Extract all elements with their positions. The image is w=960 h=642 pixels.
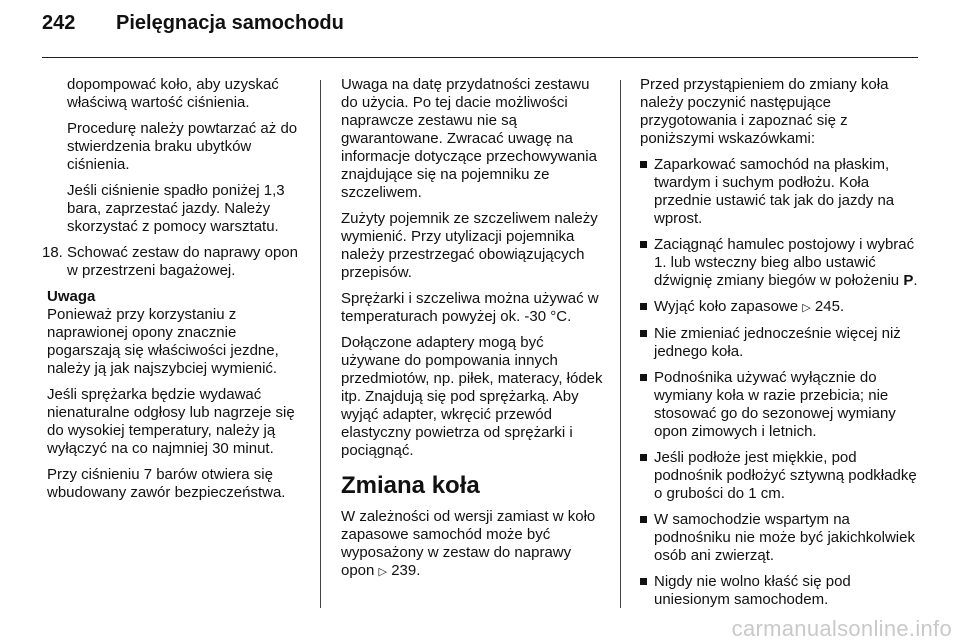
list-item <box>640 369 922 441</box>
page-reference-arrow-icon[interactable]: ▷ <box>378 566 388 578</box>
step-text: Schować zestaw do naprawy opon w przestrzeni bagażowej. <box>67 244 298 279</box>
step-continuation <box>42 76 304 236</box>
step-number: 18. <box>42 244 63 261</box>
temperature-paragraph: Sprężarki i szczeliwa można używać w temperaturach powyżej ok. -30 °C. <box>341 290 599 325</box>
list-item: Zaciągnąć hamulec postojowy i wybrać 1. lub wsteczny bieg albo ustawić dźwignię zmiany biegów w położeniu P. <box>640 236 922 290</box>
section-paragraph-text: W zależności od wersji zamiast w koło zapasowe samochód może być wyposażony w zestaw do naprawy opon <box>341 508 596 579</box>
list-item <box>640 298 922 317</box>
square-bullet-icon <box>640 374 647 381</box>
pressure-paragraph: Jeśli ciśnienie spadło poniżej 1,3 bara, zaprzestać jazdy. Należy skorzystać z pomocy warsztatu. <box>67 182 285 235</box>
list-item-text: Zaparkować samochód na płaskim, twardym i suchym podłożu. Koła przednie ustawić tak jak do jazdy na wprost. <box>654 156 895 227</box>
list-item <box>640 449 922 503</box>
page-title: Pielęgnacja samochodu <box>116 12 344 34</box>
page-reference-arrow-icon[interactable]: ▷ <box>802 302 811 314</box>
list-item-text: Nigdy nie wolno kłaść się pod uniesionym samochodem. <box>654 573 851 608</box>
list-item-text: Zaciągnąć hamulec postojowy i wybrać 1. lub wsteczny bieg albo ustawić dźwignię zmiany biegów w położeniu <box>654 236 915 289</box>
step-18 <box>42 244 304 280</box>
page-reference[interactable]: 239. <box>391 562 421 579</box>
square-bullet-icon <box>640 454 647 461</box>
page-reference[interactable]: 245. <box>814 298 845 315</box>
note-paragraph-2: Jeśli sprężarka będzie wydawać nienaturalne odgłosy lub nagrzeje się do wysokiej temperatury, należy ją wyłączyć na co najmniej 30 minut. <box>47 386 295 457</box>
square-bullet-icon <box>640 330 647 337</box>
repeat-paragraph: Procedurę należy powtarzać aż do stwierdzenia braku ubytków ciśnienia. <box>67 120 298 173</box>
section-heading: Zmiana koła <box>341 472 480 499</box>
list-item-text: Podnośnika używać wyłącznie do wymiany koła w razie przebicia; nie stosować go do sezonowej wymiany opon zimowych i letnich. <box>654 369 896 440</box>
expiry-paragraph: Uwaga na datę przydatności zestawu do użycia. Po tej dacie możliwości naprawcze zestawu nie są gwarantowane. Zwracać uwagę na informacje dotyczące przechowywania znajdujące się na pojemniku ze szczeliwem. <box>341 76 597 201</box>
gear-position-label: P <box>903 272 914 289</box>
list-item <box>640 156 922 228</box>
column-1 <box>42 76 304 510</box>
column-2 <box>341 76 605 589</box>
adapters-paragraph: Dołączone adaptery mogą być używane do pompowania innych przedmiotów, np. piłek, materacy, łódek itp. Znajdują się pod sprężarką. Aby wyjąć adapter, wkręcić przewód elastyczny powietrza od sprężarki i pociągnąć. <box>341 334 603 459</box>
square-bullet-icon <box>640 241 647 248</box>
list-item-text: Nie zmieniać jednocześnie więcej niż jednego koła. <box>654 325 901 360</box>
list-item-text: Wyjąć koło zapasowe <box>654 298 799 315</box>
note-paragraph-1: Ponieważ przy korzystaniu z naprawionej opony znacznie pogarszają się właściwości jezdne, należy ją jak najszybciej wymienić. <box>47 306 279 377</box>
header-rule <box>42 57 918 58</box>
list-item-text: Jeśli podłoże jest miękkie, pod podnośnik podłożyć sztywną podkładkę o grubości do 1 cm. <box>654 449 917 502</box>
square-bullet-icon <box>640 516 647 523</box>
step-continuation-line1: dopompować koło, aby uzyskać <box>67 76 279 93</box>
watermark: carmanualsonline.info <box>731 616 952 641</box>
square-bullet-icon <box>640 303 647 310</box>
note-paragraph-3: Przy ciśnieniu 7 barów otwiera się wbudowany zawór bezpieczeństwa. <box>47 466 286 501</box>
list-item <box>640 325 922 361</box>
list-item <box>640 511 922 565</box>
step-continuation-line2: właściwą wartość ciśnienia. <box>67 94 250 111</box>
note-block <box>42 288 304 502</box>
column-3 <box>640 76 922 617</box>
list-item-text: W samochodzie wspartym na podnośniku nie może być jakichkolwiek osób ani zwierząt. <box>654 511 915 564</box>
preparation-intro: Przed przystąpieniem do zmiany koła należy poczynić następujące przygotowania i zapoznać się z poniższymi wskazówkami: <box>640 76 889 147</box>
preparation-list <box>640 156 922 609</box>
section-paragraph <box>341 508 605 581</box>
disposal-paragraph: Zużyty pojemnik ze szczeliwem należy wymienić. Przy utylizacji pojemnika należy przestrzegać obowiązujących przepisów. <box>341 210 598 281</box>
square-bullet-icon <box>640 578 647 585</box>
page-header <box>0 0 960 58</box>
page-number: 242 <box>42 12 76 34</box>
column-divider-right <box>620 80 621 608</box>
note-heading: Uwaga <box>47 288 96 305</box>
square-bullet-icon <box>640 161 647 168</box>
column-divider-left <box>320 80 321 608</box>
list-item <box>640 573 922 609</box>
